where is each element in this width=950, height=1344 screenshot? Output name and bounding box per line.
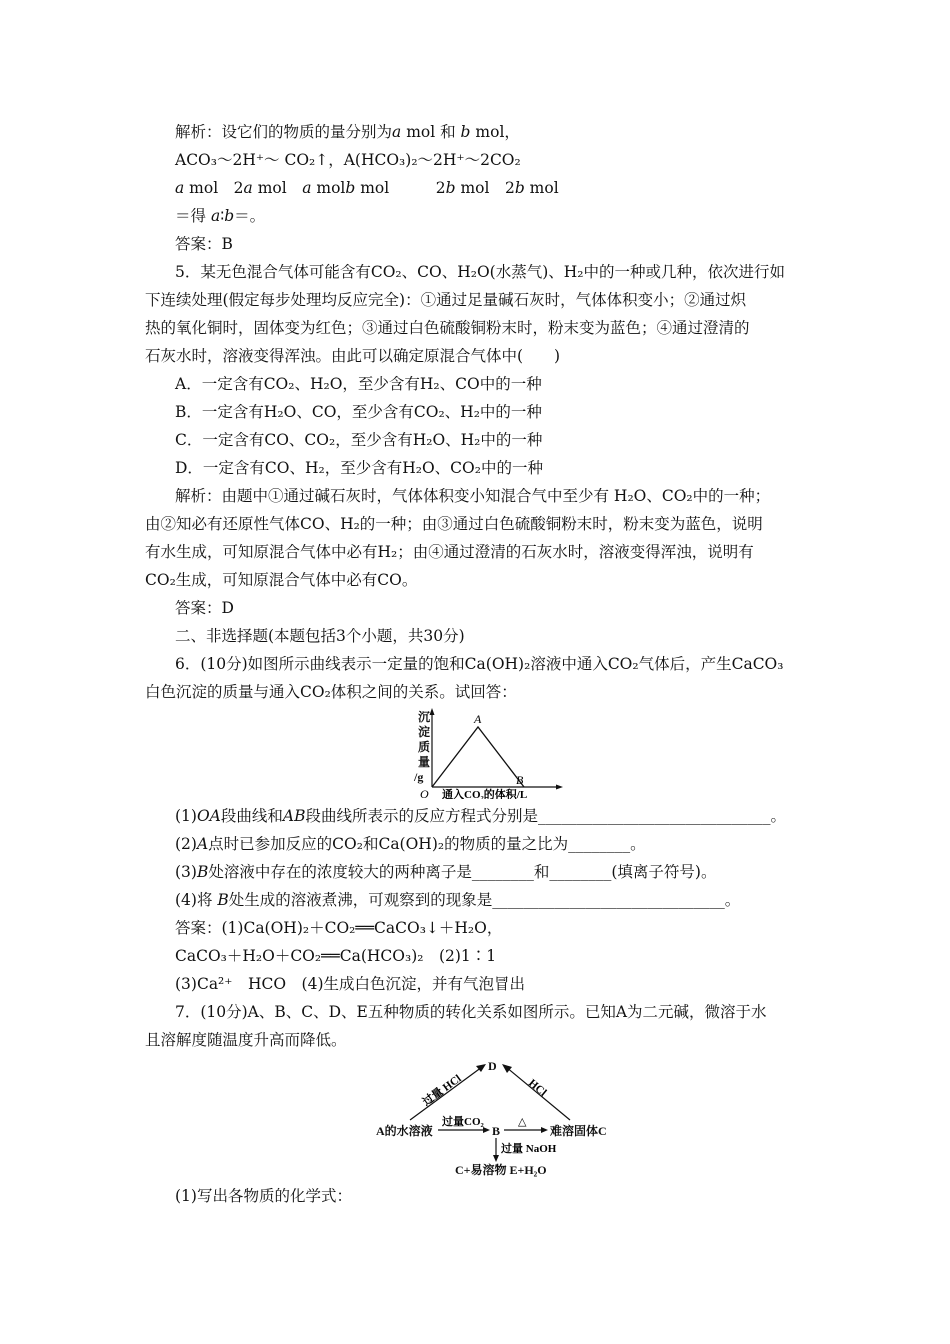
- analysis-line-4: [175, 206, 265, 226]
- point-b: B: [196, 863, 209, 881]
- node-b: B: [492, 1124, 501, 1138]
- q5-analysis-2: 由②知必有还原性气体CO、H₂的一种；由③通过白色硫酸铜粉末时，粉末变为蓝色，说明: [145, 515, 763, 533]
- segment-ab: AB: [282, 807, 306, 825]
- q6-sub-2: [175, 834, 646, 854]
- text: (4)将: [175, 891, 218, 909]
- var: b: [345, 179, 356, 197]
- var: a: [243, 179, 253, 197]
- text: 点时已参加反应的CO₂和Ca(OH)₂的物质的量之比为________。: [208, 835, 646, 853]
- text: (2): [175, 835, 197, 853]
- q6-answer-1: 答案：(1)Ca(OH)₂＋CO₂══CaCO₃↓＋H₂O，: [175, 919, 503, 937]
- text: mol 和: [401, 123, 461, 141]
- q5-stem-2: 下连续处理(假定每步处理均反应完全)：①通过足量碱石灰时，气体体积变小；②通过炽: [145, 291, 747, 309]
- point-a: A: [196, 835, 209, 853]
- text: 处溶液中存在的浓度较大的两种离子是________和________(填离子符号)。: [208, 863, 717, 881]
- q7-sub-1: (1)写出各物质的化学式：: [175, 1187, 352, 1205]
- precipitate-graph: [410, 707, 570, 799]
- y-label-char: 量: [418, 755, 431, 769]
- text: 解析：设它们的物质的量分别为: [175, 123, 393, 141]
- node-c: 难溶固体C: [550, 1124, 607, 1138]
- text: (1): [175, 807, 197, 825]
- text: 段曲线和: [220, 807, 283, 825]
- text: mol 2: [184, 179, 244, 197]
- label-heat: △: [518, 1116, 527, 1128]
- point-b: B: [217, 891, 229, 909]
- y-axis-arrow: [430, 708, 435, 715]
- point-b-label: B: [516, 773, 524, 787]
- label-excess-co2: 过量CO₂: [442, 1116, 484, 1128]
- point-a-label: A: [474, 712, 482, 726]
- q5-option-d: D．一定含有CO、H₂，至少含有H₂O、CO₂中的一种: [175, 459, 543, 477]
- text: 段曲线所表示的反应方程式分别是______________________________。: [305, 807, 786, 825]
- q5-stem-3: 热的氧化铜时，固体变为红色；③通过白色硫酸铜粉末时，粉末变为蓝色；④通过澄清的: [145, 319, 750, 337]
- q5-analysis-1: 解析：由题中①通过碱石灰时，气体体积变小知混合气中至少有 H₂O、CO₂中的一种；: [175, 487, 771, 505]
- label-excess-naoh: 过量 NaOH: [501, 1143, 557, 1155]
- q6-answer-2: CaCO₃＋H₂O＋CO₂══Ca(HCO₃)₂ (2)1∶1: [175, 947, 497, 965]
- curve-oa-ab: [432, 727, 524, 787]
- answer-5: 答案：D: [175, 599, 234, 617]
- text: mol: [524, 179, 559, 197]
- q5-option-c: C．一定含有CO、CO₂，至少含有H₂O、H₂中的一种: [175, 431, 543, 449]
- q6-stem-2: 白色沉淀的质量与通入CO₂体积之间的关系。试回答：: [145, 683, 517, 701]
- text: mol 2: [355, 179, 446, 197]
- y-label-unit: /g: [414, 770, 424, 784]
- q5-stem-1: 5．某无色混合气体可能含有CO₂、CO、H₂O(水蒸气)、H₂中的一种或几种，依次进行如: [175, 263, 785, 281]
- var: a: [175, 179, 185, 197]
- label-hcl: HCl: [526, 1077, 549, 1099]
- q5-analysis-4: CO₂生成，可知原混合气体中必有CO。: [145, 571, 418, 589]
- arrowhead: [483, 1127, 490, 1133]
- text: 处生成的溶液煮沸，可观察到的现象是______________________________。: [228, 891, 741, 909]
- conversion-diagram: [370, 1054, 620, 1180]
- var: b: [445, 179, 456, 197]
- text: mol: [311, 179, 346, 197]
- analysis-line-3: [175, 178, 559, 198]
- text: mol 2: [455, 179, 515, 197]
- q7-stem-2: 且溶解度随温度升高而降低。: [145, 1031, 347, 1049]
- q7-stem-1: 7．(10分)A、B、C、D、E五种物质的转化关系如图所示。已知A为二元碱，微溶于水: [175, 1003, 767, 1021]
- var: b: [514, 179, 525, 197]
- text: mol，: [470, 123, 520, 141]
- node-a: A的水溶液: [376, 1124, 433, 1138]
- arrowhead: [541, 1127, 548, 1133]
- var-b: b: [460, 123, 471, 141]
- label-excess-hcl: 过量 HCl: [420, 1072, 464, 1109]
- q6-sub-3: [175, 862, 716, 882]
- x-axis-arrow: [556, 785, 563, 790]
- q6-sub-4: [175, 890, 740, 910]
- q5-analysis-3: 有水生成，可知原混合气体中必有H₂；由④通过澄清的石灰水时，溶液变得浑浊，说明有: [145, 543, 754, 561]
- q5-stem-4: 石灰水时，溶液变得浑浊。由此可以确定原混合气体中( ): [145, 347, 561, 365]
- q6-answer-3: (3)Ca²⁺ HCO (4)生成白色沉淀，并有气泡冒出: [175, 975, 525, 993]
- q6-sub-1: [175, 806, 786, 826]
- y-label-char: 沉: [418, 710, 431, 724]
- var: a: [302, 179, 312, 197]
- var: a: [210, 207, 221, 225]
- arrowhead: [493, 1155, 499, 1162]
- var-a: a: [392, 123, 402, 141]
- var: b: [224, 207, 235, 225]
- y-label-char: 质: [418, 740, 431, 754]
- text: ∶: [220, 207, 225, 225]
- text: mol: [252, 179, 303, 197]
- q5-option-a: A．一定含有CO₂、H₂O，至少含有H₂、CO中的一种: [175, 375, 542, 393]
- y-label-char: 淀: [418, 725, 431, 739]
- text: ＝。: [234, 207, 266, 225]
- origin-label: O: [420, 787, 429, 799]
- node-e: C+易溶物 E+H₂O: [455, 1163, 547, 1177]
- x-axis-label: 通入CO₂的体积/L: [442, 789, 528, 799]
- analysis-line-1: [175, 122, 520, 142]
- section-heading: 二、非选择题(本题包括3个小题，共30分): [175, 627, 465, 645]
- node-d: D: [488, 1059, 497, 1073]
- q5-option-b: B．一定含有H₂O、CO，至少含有CO₂、H₂中的一种: [175, 403, 542, 421]
- text: ＝得: [175, 207, 211, 225]
- segment-oa: OA: [196, 807, 221, 825]
- q6-stem-1: 6．(10分)如图所示曲线表示一定量的饱和Ca(OH)₂溶液中通入CO₂气体后，产生CaCO₃: [175, 655, 784, 673]
- analysis-line-2: ACO₃～2H⁺～ CO₂↑，A(HCO₃)₂～2H⁺～2CO₂: [175, 151, 521, 169]
- answer-4: 答案：B: [175, 235, 233, 253]
- arrowhead: [502, 1064, 512, 1073]
- text: (3): [175, 863, 197, 881]
